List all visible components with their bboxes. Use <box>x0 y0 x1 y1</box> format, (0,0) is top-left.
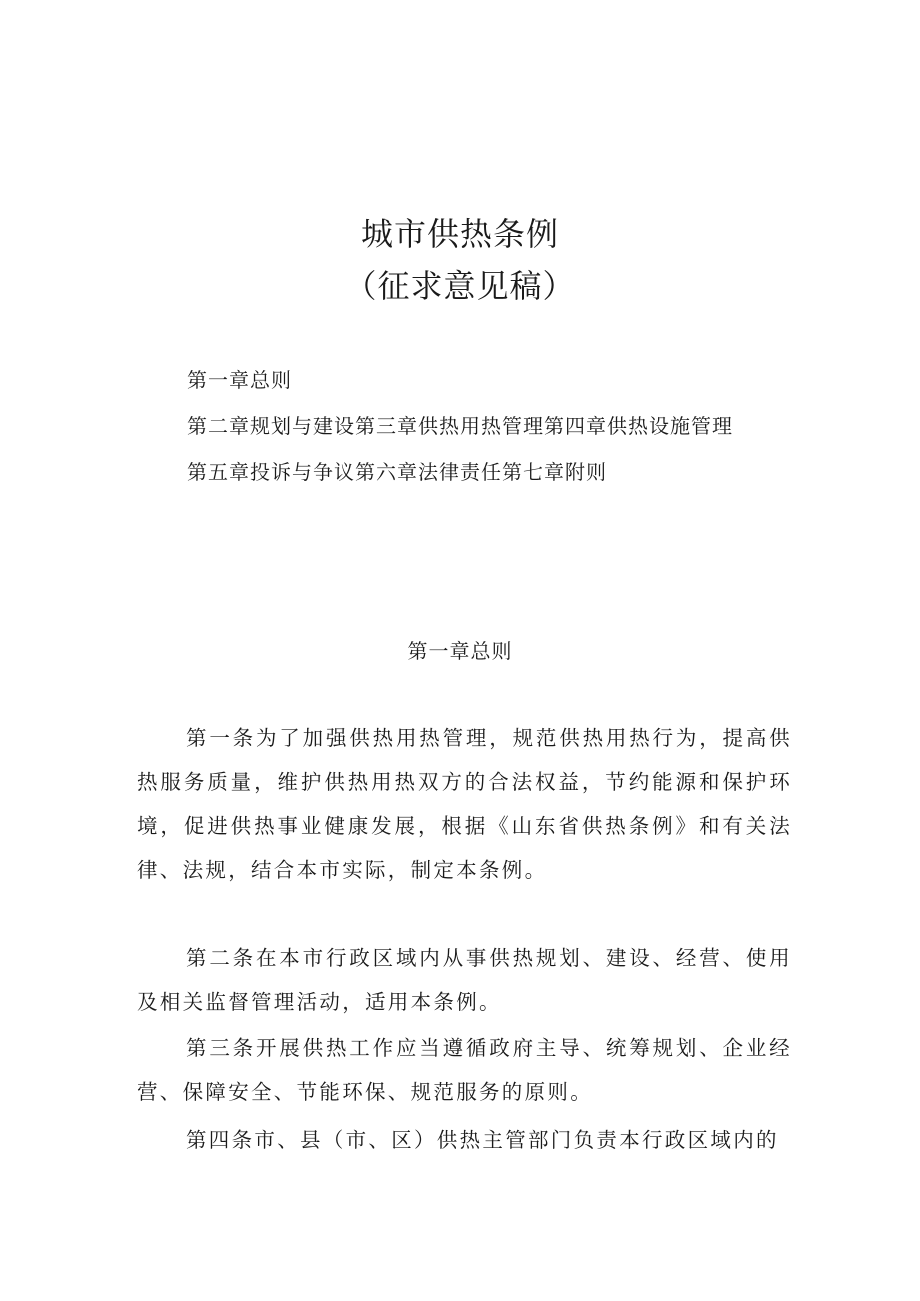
article-paragraph: 第一条为了加强供热用热管理，规范供热用热行为，提高供热服务质量，维护供热用热双方的合法权益，节约能源和保护环境，促进供热事业健康发展，根据《山东省供热条例》和有关法律、法规，结合本市实际，制定本条例。 <box>137 726 792 882</box>
toc-line: 第一章总则 <box>187 368 292 392</box>
document-subtitle: （征求意见稿） <box>344 267 576 305</box>
table-of-contents <box>187 362 807 500</box>
article-paragraph: 第三条开展供热工作应当遵循政府主导、统筹规划、企业经营、保障安全、节能环保、规范服务的原则。 <box>137 1036 792 1104</box>
toc-line: 第五章投诉与争议第六章法律责任第七章附则 <box>187 460 607 484</box>
toc-line: 第二章规划与建设第三章供热用热管理第四章供热设施管理 <box>187 414 733 438</box>
article-paragraph: 第二条在本市行政区域内从事供热规划、建设、经营、使用及相关监督管理活动，适用本条例。 <box>137 946 792 1014</box>
chapter-heading: 第一章总则 <box>407 639 513 663</box>
document-title: 城市供热条例 <box>360 215 559 253</box>
article-paragraph: 第四条市、县（市、区）供热主管部门负责本行政区域内的 <box>186 1128 779 1152</box>
